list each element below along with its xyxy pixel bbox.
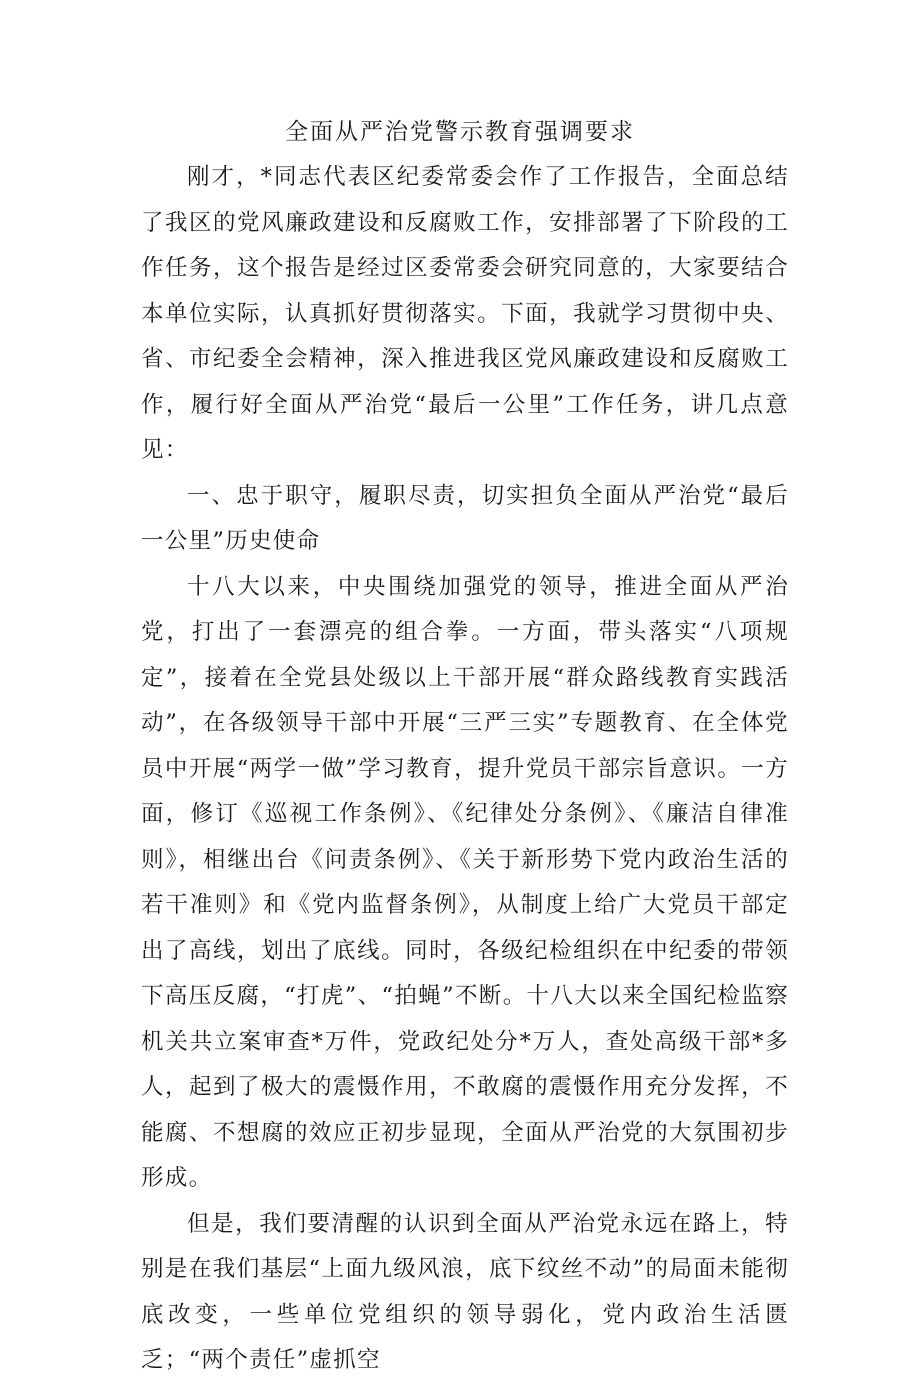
paragraph-achievements: 十八大以来，中央围绕加强党的领导，推进全面从严治党，打出了一套漂亮的组合拳。一方面，带头落实“八项规定”，接着在全党县处级以上干部开展“群众路线教育实践活动”，在各级领导干部中开展“三严三实”专题教育、在全体党员中开展“两学一做”学习教育，提升党员干部宗旨意识。一方面，修订《巡视工作条例》、《纪律处分条例》、《廉洁自律准则》，相继出台《问责条例》、《关于新形势下党内政治生活的若干准则》和《党内监督条例》，从制度上给广大党员干部定出了高线，划出了底线。同时，各级纪检组织在中纪委的带领下高压反腐，“打虎”、“拍蝇”不断。十八大以来全国纪检监察机关共立案审查*万件，党政纪处分*万人，查处高级干部*多人，起到了极大的震慑作用，不敢腐的震慑作用充分发挥，不能腐、不想腐的效应正初步显现，全面从严治党的大氛围初步形成。 bbox=[141, 573, 789, 1191]
document-body bbox=[141, 155, 789, 1384]
document-title: 全面从严治党警示教育强调要求 bbox=[285, 119, 635, 145]
paragraph-challenges: 但是，我们要清醒的认识到全面从严治党永远在路上，特别是在我们基层“上面九级风浪，底下纹丝不动”的局面未能彻底改变，一些单位党组织的领导弱化，党内政治生活匮乏；“两个责任”虚抓空 bbox=[141, 1210, 789, 1373]
paragraph-intro: 刚才，*同志代表区纪委常委会作了工作报告，全面总结了我区的党风廉政建设和反腐败工作，安排部署了下阶段的工作任务，这个报告是经过区委常委会研究同意的，大家要结合本单位实际，认真抓好贯彻落实。下面，我就学习贯彻中央、省、市纪委全会精神，深入推进我区党风廉政建设和反腐败工作，履行好全面从严治党“最后一公里”工作任务，讲几点意见： bbox=[141, 164, 789, 463]
section-heading-1: 一、忠于职守，履职尽责，切实担负全面从严治党“最后一公里”历史使命 bbox=[141, 482, 789, 554]
